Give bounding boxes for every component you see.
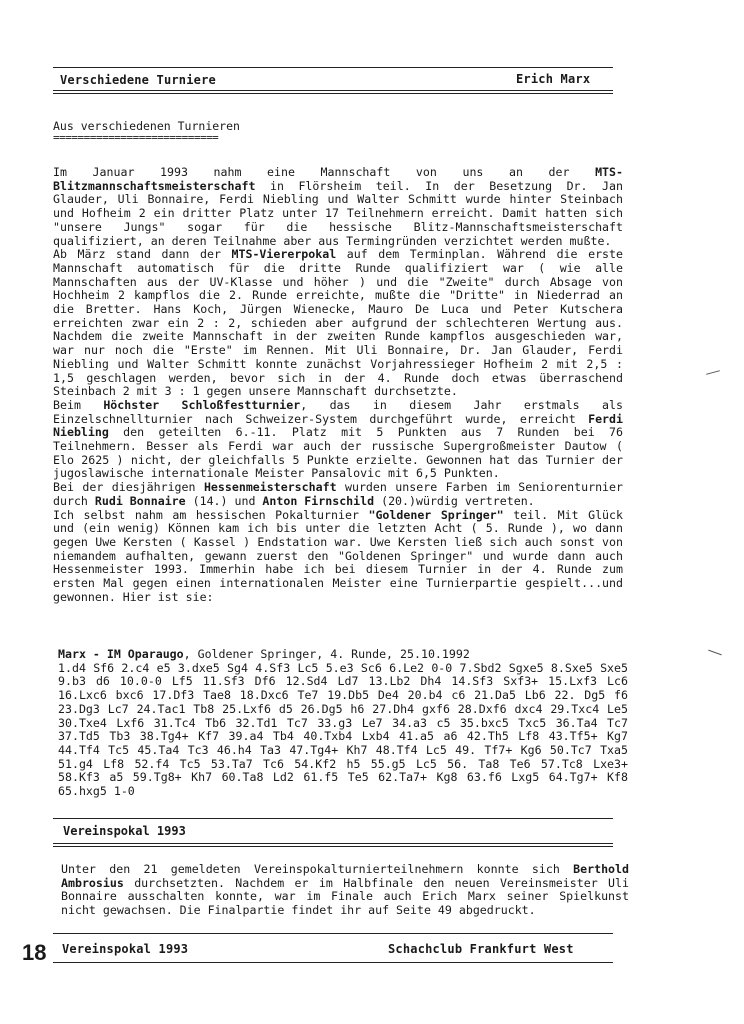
text: , das in diesem Jahr erstmals als Einzelschnellturnier nach Schweizer-System durchgeführt wurde, erreicht bbox=[53, 397, 623, 426]
footer-right: Schachclub Frankfurt West bbox=[388, 942, 574, 956]
text: Beim bbox=[53, 397, 104, 412]
text: Bei der diesjährigen bbox=[53, 480, 204, 495]
text: auf dem Terminplan. Während die erste Mannschaft automatisch für die dritte Runde qualifiziert war ( wie alle Mannschaften aus der UV-Klasse und höher ) und die "Zweite" durch Absage von Hochheim 2 kampflos die 2. Runde erreichte, mußte die "Dritte" in Niederrad an die Bretter. Hans Koch, Jürgen Wienecke, Mauro De Luca und Peter Kutschera erreichten zwar ein 2 : 2, schieden aber aufgrund der schlechteren Wertung aus. Nachdem die zweite Mannschaft in der zweiten Runde kampflos ausgeschieden war, war nur noch die "Erste" im Rennen. Mit Uli Bonnaire, Dr. Jan Glauder, Ferdi Niebling und Walter Schmitt konnte zunächst Vorjahressieger Hofheim 2 mit 2,5 : 1,5 geschlagen werden, bevor sich in der 4. Runde doch etwas überraschend Steinbach 2 mit 3 : 1 gegen unsere Mannschaft durchsetzte. bbox=[53, 247, 623, 399]
pokal-bottom-rule bbox=[53, 843, 613, 844]
header-top-rule bbox=[53, 67, 613, 68]
footer-left: Vereinspokal 1993 bbox=[62, 942, 189, 956]
paragraph-blitz bbox=[53, 166, 623, 248]
pokal-top-rule bbox=[53, 818, 613, 819]
margin-mark bbox=[708, 650, 721, 656]
header-right-author: Erich Marx bbox=[516, 72, 591, 86]
emphasis: MTS-Viererpokal bbox=[231, 247, 337, 262]
paragraph-hessenmeisterschaft bbox=[53, 481, 623, 508]
pokal-paragraph bbox=[61, 863, 629, 918]
section-title-underline: =========================== bbox=[53, 131, 219, 144]
emphasis: Anton Firnschild bbox=[262, 493, 375, 508]
header-bottom-rule-2 bbox=[53, 93, 613, 94]
margin-mark bbox=[706, 370, 720, 375]
paragraph-schlossfest bbox=[53, 399, 623, 481]
game-notation bbox=[58, 648, 628, 799]
emphasis: Berthold Ambrosius bbox=[61, 862, 629, 890]
text: durchsetzten. Nachdem er im Halbfinale den neuen Vereinsmeister Uli Bonnaire ausschalten konnte, war im Finale auch Erich Marx seiner Spielkunst nicht gewachsen. Die Finalpartie findet ihr auf Seite 49 abgedruckt. bbox=[61, 875, 629, 918]
pokal-text bbox=[61, 863, 629, 918]
text: Ich selbst nahm am hessischen Pokalturnier bbox=[53, 507, 369, 522]
text: den geteilten 6.-11. Platz mit 5 Punkten aus 7 Runden bei 76 Teilnehmern. Besser als Ferdi war auch der russische Supergroßmeister Dautow ( Elo 2625 ) nicht, der gleichfalls 5 Punkte erzielte. Gewonnen hat das Turnier der jugoslawische internationale Meister Pansalovic mit 6,5 Punkten. bbox=[53, 425, 623, 481]
paragraph-viererpokal bbox=[53, 248, 623, 399]
footer-top-rule bbox=[53, 933, 613, 934]
section-title: Aus verschiedenen Turnieren bbox=[53, 119, 240, 133]
pokal-bottom-rule-2 bbox=[53, 846, 613, 847]
text: (20.)würdig vertreten. bbox=[374, 493, 535, 508]
page-number: 18 bbox=[22, 940, 47, 965]
header-left-title: Verschiedene Turniere bbox=[60, 73, 216, 87]
text: in Flörsheim teil. In der Besetzung Dr. Jan Glauder, Uli Bonnaire, Ferdi Niebling und Walter Schmitt wurde hinter Steinbach und Hofheim 2 ein dritter Platz unter 17 Teilnehmern erreicht. Damit hatten sich "unsere Jungs" sogar für die hessische Blitz-Mannschaftsmeisterschaft qualifiziert, an deren Teilnahme aber aus Termingründen verzichtet werden mußte. bbox=[53, 178, 623, 248]
article-body bbox=[53, 166, 623, 605]
emphasis: Höchster Schloßfestturnier bbox=[103, 397, 301, 412]
text: (14.) und bbox=[185, 493, 263, 508]
text: Im Januar 1993 nahm eine Mannschaft von uns an der bbox=[53, 165, 596, 179]
emphasis: Rudi Bonnaire bbox=[94, 493, 186, 508]
text: Ab März stand dann der bbox=[53, 247, 232, 262]
game-moves: 1.d4 Sf6 2.c4 e5 3.dxe5 Sg4 4.Sf3 Lc5 5.e3 Sc6 6.Le2 0-0 7.Sbd2 Sgxe5 8.Sxe5 Sxe5 9.b3 d6 10.0-0 Lf5 11.Sf3 Df6 12.Sd4 Ld7 13.Lb2 Dh4 14.Sf3 Sxf3+ 15.Lxf3 Lc6 16.Lxc6 bxc6 17.Df3 Tae8 18.Dxc6 Te7 19.Db5 De4 20.b4 c6 21.Da5 Lb6 22. Dg5 f6 23.Dg3 Lc7 24.Tac1 Tb8 25.Lxf6 d5 26.Dg5 h6 27.Dh4 gxf6 28.Dxf6 dxc4 29.Txc4 Le5 30.Txe4 Lxf6 31.Tc4 Tb6 32.Td1 Tc7 33.g3 Le7 34.a3 c5 35.bxc5 Txc5 36.Ta4 Tc7 37.Td5 Tb3 38.Tg4+ Kf7 39.a4 Tb4 40.Txb4 Lxb4 41.a5 a6 42.Th5 Lf8 43.Tf5+ Kg7 44.Tf4 Tc5 45.Ta4 Tc3 46.h4 Ta3 47.Tg4+ Kh7 48.Tf4 Lc5 49. Tf7+ Kg6 50.Tc7 Txa5 51.g4 Lf8 52.f4 Tc5 53.Ta7 Tc6 54.Kf2 h5 55.g5 Lc5 56. Ta8 Te6 57.Tc8 Lxe3+ 58.Kf3 a5 59.Tg8+ Kh7 60.Ta8 Ld2 61.f5 Te5 62.Ta7+ Kg8 63.f6 Lxg5 64.Tg7+ Kf8 65.hxg5 1-0 bbox=[58, 660, 628, 799]
game-event: , Goldener Springer, 4. Runde, 25.10.1992 bbox=[183, 647, 470, 661]
text: Unter den 21 gemeldeten Vereinspokalturnierteilnehmern konnte sich bbox=[61, 862, 574, 876]
header-bottom-rule bbox=[53, 90, 613, 91]
text: teil. Mit Glück und (ein wenig) Können kam ich bis unter die letzten Acht ( 5. Runde ), wo dann gegen Uwe Kersten ( Kassel ) Endstation war. Uwe Kersten ließ sich auch sonst von niemandem aufhalten, gewann zuerst den "Goldenen Springer" und wurde dann auch Hessenmeister 1993. Immerhin habe ich bei diesem Turnier in der 4. Runde zum ersten Mal gegen einen internationalen Meister eine Turnierpartie gespielt...und gewonnen. Hier ist sie: bbox=[53, 507, 623, 604]
emphasis: Ferdi Niebling bbox=[53, 411, 623, 440]
footer-bottom-rule bbox=[53, 962, 613, 963]
emphasis: MTS-Blitzmannschaftsmeisterschaft bbox=[53, 165, 623, 193]
pokal-title: Vereinspokal 1993 bbox=[63, 824, 186, 838]
game-header bbox=[58, 648, 628, 662]
paragraph-goldener-springer bbox=[53, 509, 623, 605]
emphasis: "Goldener Springer" bbox=[368, 507, 504, 522]
emphasis: Hessenmeisterschaft bbox=[203, 480, 337, 495]
game-players: Marx - IM Oparaugo bbox=[58, 647, 184, 661]
text: wurden unsere Farben im Seniorenturnier durch bbox=[53, 480, 623, 508]
